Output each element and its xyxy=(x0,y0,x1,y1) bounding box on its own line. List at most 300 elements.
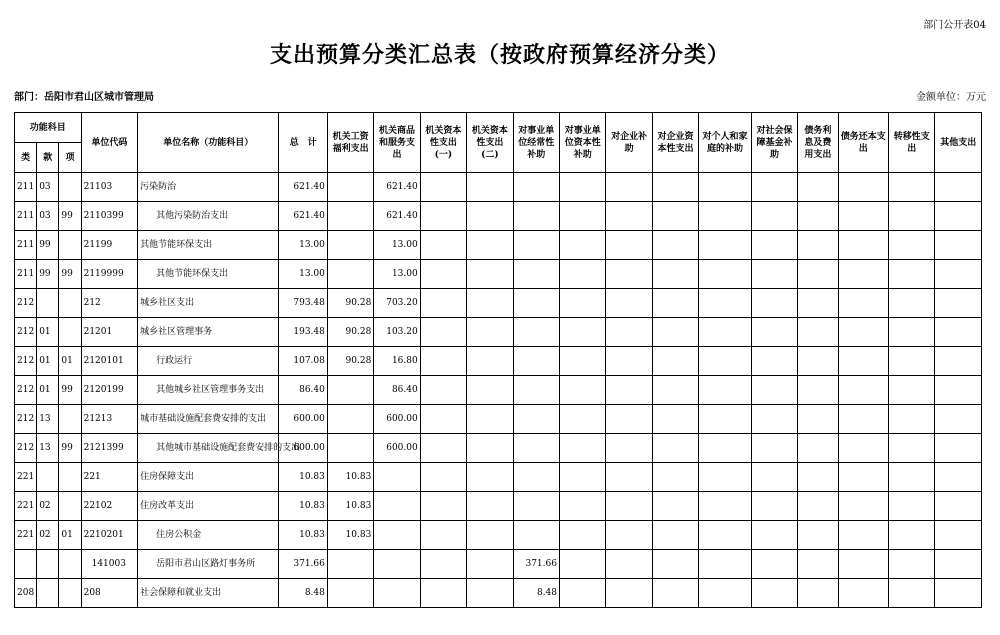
cell-c2: 13.00 xyxy=(374,260,420,289)
cell-c1 xyxy=(327,173,373,202)
cell-c14 xyxy=(935,289,982,318)
header-func-subject: 功能科目 xyxy=(15,113,82,143)
cell-c14 xyxy=(935,231,982,260)
cell-c4 xyxy=(467,492,513,521)
table-body xyxy=(15,173,982,608)
cell-c14 xyxy=(935,579,982,608)
table-row xyxy=(15,434,982,463)
cell-c1: 90.28 xyxy=(327,318,373,347)
cell-c7 xyxy=(606,289,652,318)
cell-unit-name: 其他节能环保支出 xyxy=(138,260,279,289)
cell-unit-name: 其他城乡社区管理事务支出 xyxy=(138,376,279,405)
cell-c2: 103.20 xyxy=(374,318,420,347)
cell-c3 xyxy=(420,260,466,289)
cell-unit-name: 行政运行 xyxy=(138,347,279,376)
cell-xiang xyxy=(59,550,81,579)
cell-c12 xyxy=(838,347,888,376)
cell-total: 13.00 xyxy=(279,231,327,260)
cell-c9 xyxy=(699,173,751,202)
cell-c8 xyxy=(652,318,698,347)
cell-c9 xyxy=(699,202,751,231)
cell-c13 xyxy=(889,231,935,260)
cell-xiang xyxy=(59,318,81,347)
cell-c2 xyxy=(374,463,420,492)
cell-kuan: 03 xyxy=(37,173,59,202)
cell-c1 xyxy=(327,202,373,231)
cell-c13 xyxy=(889,492,935,521)
cell-c13 xyxy=(889,260,935,289)
cell-unit-code: 2120101 xyxy=(81,347,138,376)
cell-c7 xyxy=(606,579,652,608)
cell-c14 xyxy=(935,173,982,202)
cell-c2 xyxy=(374,550,420,579)
cell-c8 xyxy=(652,405,698,434)
cell-kuan xyxy=(37,550,59,579)
cell-c9 xyxy=(699,550,751,579)
cell-c12 xyxy=(838,289,888,318)
cell-c2: 621.40 xyxy=(374,173,420,202)
cell-c6 xyxy=(559,463,605,492)
cell-c3 xyxy=(420,550,466,579)
cell-unit-code: 221 xyxy=(81,463,138,492)
cell-unit-name: 社会保障和就业支出 xyxy=(138,579,279,608)
cell-c4 xyxy=(467,550,513,579)
cell-c7 xyxy=(606,434,652,463)
cell-c9 xyxy=(699,260,751,289)
header-c11: 债务利息及费用支出 xyxy=(798,113,838,173)
cell-total: 10.83 xyxy=(279,521,327,550)
cell-c11 xyxy=(798,463,838,492)
cell-c4 xyxy=(467,347,513,376)
cell-c10 xyxy=(751,347,797,376)
cell-c4 xyxy=(467,376,513,405)
cell-total: 600.00 xyxy=(279,405,327,434)
cell-c5 xyxy=(513,434,559,463)
cell-kuan: 99 xyxy=(37,231,59,260)
cell-unit-name: 城市基础设施配套费安排的支出 xyxy=(138,405,279,434)
form-number: 部门公开表04 xyxy=(923,20,986,31)
cell-total: 793.48 xyxy=(279,289,327,318)
cell-total: 10.83 xyxy=(279,492,327,521)
cell-c7 xyxy=(606,521,652,550)
cell-c5 xyxy=(513,347,559,376)
cell-c5 xyxy=(513,376,559,405)
cell-unit-name: 岳阳市君山区路灯事务所 xyxy=(138,550,279,579)
cell-lei: 212 xyxy=(15,376,37,405)
cell-c2 xyxy=(374,579,420,608)
cell-c3 xyxy=(420,463,466,492)
table-row xyxy=(15,318,982,347)
cell-unit-name: 城乡社区管理事务 xyxy=(138,318,279,347)
cell-c1 xyxy=(327,579,373,608)
cell-c10 xyxy=(751,463,797,492)
cell-kuan xyxy=(37,579,59,608)
header-c13: 转移性支出 xyxy=(889,113,935,173)
cell-c12 xyxy=(838,376,888,405)
cell-c12 xyxy=(838,492,888,521)
cell-c4 xyxy=(467,579,513,608)
cell-c10 xyxy=(751,173,797,202)
cell-c13 xyxy=(889,550,935,579)
cell-c7 xyxy=(606,231,652,260)
cell-c10 xyxy=(751,434,797,463)
cell-c4 xyxy=(467,260,513,289)
cell-c12 xyxy=(838,260,888,289)
cell-c13 xyxy=(889,405,935,434)
cell-c14 xyxy=(935,521,982,550)
cell-c7 xyxy=(606,550,652,579)
cell-unit-code: 208 xyxy=(81,579,138,608)
cell-c10 xyxy=(751,289,797,318)
cell-lei: 221 xyxy=(15,521,37,550)
cell-c5 xyxy=(513,202,559,231)
cell-unit-name: 其他节能环保支出 xyxy=(138,231,279,260)
cell-c13 xyxy=(889,202,935,231)
cell-c10 xyxy=(751,260,797,289)
cell-c6 xyxy=(559,202,605,231)
cell-c14 xyxy=(935,347,982,376)
cell-total: 371.66 xyxy=(279,550,327,579)
cell-c9 xyxy=(699,492,751,521)
cell-c5 xyxy=(513,492,559,521)
cell-c11 xyxy=(798,289,838,318)
cell-c3 xyxy=(420,231,466,260)
cell-c11 xyxy=(798,202,838,231)
cell-kuan: 02 xyxy=(37,492,59,521)
table-row xyxy=(15,289,982,318)
cell-c14 xyxy=(935,550,982,579)
header-c9: 对个人和家庭的补助 xyxy=(699,113,751,173)
cell-c4 xyxy=(467,405,513,434)
cell-c10 xyxy=(751,202,797,231)
cell-c1 xyxy=(327,376,373,405)
cell-xiang: 99 xyxy=(59,260,81,289)
cell-c4 xyxy=(467,318,513,347)
cell-c5 xyxy=(513,405,559,434)
table-row xyxy=(15,260,982,289)
cell-c4 xyxy=(467,173,513,202)
table-row xyxy=(15,347,982,376)
cell-c14 xyxy=(935,260,982,289)
cell-c3 xyxy=(420,405,466,434)
cell-lei: 211 xyxy=(15,231,37,260)
header-c3: 机关资本性支出(一) xyxy=(420,113,466,173)
cell-c2: 13.00 xyxy=(374,231,420,260)
header-lei: 类 xyxy=(15,143,37,173)
expenditure-table xyxy=(14,112,982,608)
cell-c2: 621.40 xyxy=(374,202,420,231)
cell-unit-code: 21103 xyxy=(81,173,138,202)
cell-c4 xyxy=(467,289,513,318)
cell-c3 xyxy=(420,492,466,521)
cell-c3 xyxy=(420,434,466,463)
cell-c4 xyxy=(467,463,513,492)
cell-c8 xyxy=(652,434,698,463)
cell-c1: 10.83 xyxy=(327,521,373,550)
table-row xyxy=(15,463,982,492)
header-c12: 债务还本支出 xyxy=(838,113,888,173)
cell-c12 xyxy=(838,173,888,202)
cell-unit-name: 城乡社区支出 xyxy=(138,289,279,318)
cell-total: 8.48 xyxy=(279,579,327,608)
header-unit-name: 单位名称（功能科目） xyxy=(138,113,279,173)
cell-c5: 8.48 xyxy=(513,579,559,608)
cell-xiang: 99 xyxy=(59,434,81,463)
cell-xiang xyxy=(59,231,81,260)
cell-xiang xyxy=(59,463,81,492)
cell-c6 xyxy=(559,231,605,260)
cell-c5 xyxy=(513,521,559,550)
cell-c14 xyxy=(935,463,982,492)
header-c5: 对事业单位经常性补助 xyxy=(513,113,559,173)
header-c10: 对社会保障基金补助 xyxy=(751,113,797,173)
cell-c13 xyxy=(889,347,935,376)
cell-c2: 703.20 xyxy=(374,289,420,318)
cell-c2 xyxy=(374,492,420,521)
cell-c5 xyxy=(513,318,559,347)
header-xiang: 项 xyxy=(59,143,81,173)
cell-total: 13.00 xyxy=(279,260,327,289)
cell-c5: 371.66 xyxy=(513,550,559,579)
cell-kuan: 01 xyxy=(37,318,59,347)
cell-c9 xyxy=(699,289,751,318)
cell-c1 xyxy=(327,434,373,463)
cell-unit-code: 2120199 xyxy=(81,376,138,405)
cell-unit-name: 住房保障支出 xyxy=(138,463,279,492)
cell-c14 xyxy=(935,492,982,521)
cell-c14 xyxy=(935,434,982,463)
cell-c6 xyxy=(559,579,605,608)
cell-lei: 212 xyxy=(15,318,37,347)
cell-c7 xyxy=(606,347,652,376)
cell-c5 xyxy=(513,173,559,202)
cell-c3 xyxy=(420,289,466,318)
cell-c9 xyxy=(699,521,751,550)
cell-c14 xyxy=(935,376,982,405)
currency-unit-label: 金额单位：万元 xyxy=(916,92,986,103)
cell-c14 xyxy=(935,405,982,434)
cell-c7 xyxy=(606,463,652,492)
cell-unit-name: 住房公积金 xyxy=(138,521,279,550)
cell-c13 xyxy=(889,376,935,405)
cell-c7 xyxy=(606,260,652,289)
cell-lei: 212 xyxy=(15,289,37,318)
cell-total: 107.08 xyxy=(279,347,327,376)
header-total: 总 计 xyxy=(279,113,327,173)
table-row xyxy=(15,173,982,202)
cell-c13 xyxy=(889,521,935,550)
cell-c1: 90.28 xyxy=(327,289,373,318)
cell-c12 xyxy=(838,202,888,231)
cell-lei: 221 xyxy=(15,463,37,492)
cell-unit-code: 212 xyxy=(81,289,138,318)
cell-c10 xyxy=(751,579,797,608)
cell-c6 xyxy=(559,492,605,521)
cell-c5 xyxy=(513,463,559,492)
table-row xyxy=(15,492,982,521)
cell-c14 xyxy=(935,318,982,347)
cell-lei xyxy=(15,550,37,579)
cell-c9 xyxy=(699,376,751,405)
cell-kuan: 03 xyxy=(37,202,59,231)
cell-c13 xyxy=(889,434,935,463)
cell-xiang: 01 xyxy=(59,347,81,376)
cell-unit-code: 2121399 xyxy=(81,434,138,463)
cell-c11 xyxy=(798,173,838,202)
cell-c2: 86.40 xyxy=(374,376,420,405)
cell-lei: 211 xyxy=(15,173,37,202)
cell-c2 xyxy=(374,521,420,550)
cell-xiang xyxy=(59,579,81,608)
cell-c11 xyxy=(798,492,838,521)
cell-xiang xyxy=(59,492,81,521)
cell-c2: 600.00 xyxy=(374,434,420,463)
cell-c11 xyxy=(798,260,838,289)
cell-c13 xyxy=(889,463,935,492)
cell-c13 xyxy=(889,173,935,202)
cell-c3 xyxy=(420,347,466,376)
cell-c7 xyxy=(606,405,652,434)
cell-c5 xyxy=(513,289,559,318)
cell-unit-code: 2210201 xyxy=(81,521,138,550)
table-row xyxy=(15,550,982,579)
cell-c10 xyxy=(751,405,797,434)
cell-c1: 10.83 xyxy=(327,463,373,492)
cell-c4 xyxy=(467,231,513,260)
cell-c7 xyxy=(606,318,652,347)
cell-c5 xyxy=(513,231,559,260)
header-c14: 其他支出 xyxy=(935,113,982,173)
cell-kuan: 13 xyxy=(37,434,59,463)
cell-lei: 212 xyxy=(15,434,37,463)
header-c4: 机关资本性支出(二) xyxy=(467,113,513,173)
cell-unit-code: 21199 xyxy=(81,231,138,260)
cell-lei: 212 xyxy=(15,347,37,376)
department-label: 部门：岳阳市君山区城市管理局 xyxy=(14,92,154,103)
cell-c6 xyxy=(559,347,605,376)
cell-c6 xyxy=(559,289,605,318)
table-row xyxy=(15,202,982,231)
cell-c10 xyxy=(751,231,797,260)
cell-c6 xyxy=(559,405,605,434)
cell-c8 xyxy=(652,463,698,492)
cell-unit-name: 污染防治 xyxy=(138,173,279,202)
cell-c8 xyxy=(652,347,698,376)
cell-c13 xyxy=(889,318,935,347)
cell-unit-code: 22102 xyxy=(81,492,138,521)
cell-c6 xyxy=(559,550,605,579)
cell-c4 xyxy=(467,202,513,231)
cell-c3 xyxy=(420,173,466,202)
cell-lei: 211 xyxy=(15,260,37,289)
cell-c12 xyxy=(838,318,888,347)
table-row xyxy=(15,405,982,434)
cell-c3 xyxy=(420,579,466,608)
cell-xiang xyxy=(59,405,81,434)
cell-c1 xyxy=(327,231,373,260)
cell-xiang: 99 xyxy=(59,376,81,405)
cell-total: 600.00 xyxy=(279,434,327,463)
cell-c8 xyxy=(652,492,698,521)
header-c2: 机关商品和服务支出 xyxy=(374,113,420,173)
cell-c3 xyxy=(420,202,466,231)
cell-c7 xyxy=(606,202,652,231)
cell-c8 xyxy=(652,202,698,231)
cell-c11 xyxy=(798,231,838,260)
cell-xiang xyxy=(59,173,81,202)
cell-c11 xyxy=(798,521,838,550)
cell-c8 xyxy=(652,579,698,608)
cell-lei: 212 xyxy=(15,405,37,434)
cell-total: 621.40 xyxy=(279,202,327,231)
cell-total: 86.40 xyxy=(279,376,327,405)
cell-unit-name: 其他城市基础设施配套费安排的支出 xyxy=(138,434,279,463)
cell-unit-code: 2119999 xyxy=(81,260,138,289)
cell-c3 xyxy=(420,521,466,550)
cell-c4 xyxy=(467,521,513,550)
cell-c8 xyxy=(652,260,698,289)
cell-c1: 10.83 xyxy=(327,492,373,521)
cell-c13 xyxy=(889,579,935,608)
header-c7: 对企业补助 xyxy=(606,113,652,173)
cell-xiang: 99 xyxy=(59,202,81,231)
cell-c9 xyxy=(699,463,751,492)
header-c8: 对企业资本性支出 xyxy=(652,113,698,173)
cell-kuan xyxy=(37,289,59,318)
cell-c6 xyxy=(559,260,605,289)
cell-c1 xyxy=(327,405,373,434)
cell-c12 xyxy=(838,521,888,550)
cell-c6 xyxy=(559,376,605,405)
cell-unit-name: 其他污染防治支出 xyxy=(138,202,279,231)
cell-c10 xyxy=(751,521,797,550)
cell-total: 621.40 xyxy=(279,173,327,202)
cell-c11 xyxy=(798,579,838,608)
cell-kuan xyxy=(37,463,59,492)
table-row xyxy=(15,579,982,608)
cell-unit-code: 21213 xyxy=(81,405,138,434)
cell-xiang: 01 xyxy=(59,521,81,550)
page-title: 支出预算分类汇总表（按政府预算经济分类） xyxy=(269,42,730,68)
cell-c8 xyxy=(652,550,698,579)
cell-c9 xyxy=(699,434,751,463)
cell-c12 xyxy=(838,434,888,463)
cell-c4 xyxy=(467,434,513,463)
cell-c9 xyxy=(699,347,751,376)
table-row xyxy=(15,521,982,550)
cell-unit-code: 2110399 xyxy=(81,202,138,231)
cell-c11 xyxy=(798,405,838,434)
cell-lei: 208 xyxy=(15,579,37,608)
cell-c13 xyxy=(889,289,935,318)
cell-c10 xyxy=(751,550,797,579)
header-unit-code: 单位代码 xyxy=(81,113,138,173)
header-c1: 机关工资福利支出 xyxy=(327,113,373,173)
cell-kuan: 01 xyxy=(37,347,59,376)
cell-c2: 600.00 xyxy=(374,405,420,434)
cell-c10 xyxy=(751,376,797,405)
cell-c12 xyxy=(838,550,888,579)
cell-c12 xyxy=(838,579,888,608)
cell-c9 xyxy=(699,405,751,434)
cell-c11 xyxy=(798,318,838,347)
table-row xyxy=(15,376,982,405)
cell-c3 xyxy=(420,318,466,347)
cell-c14 xyxy=(935,202,982,231)
cell-c10 xyxy=(751,318,797,347)
cell-total: 193.48 xyxy=(279,318,327,347)
cell-unit-code: 21201 xyxy=(81,318,138,347)
